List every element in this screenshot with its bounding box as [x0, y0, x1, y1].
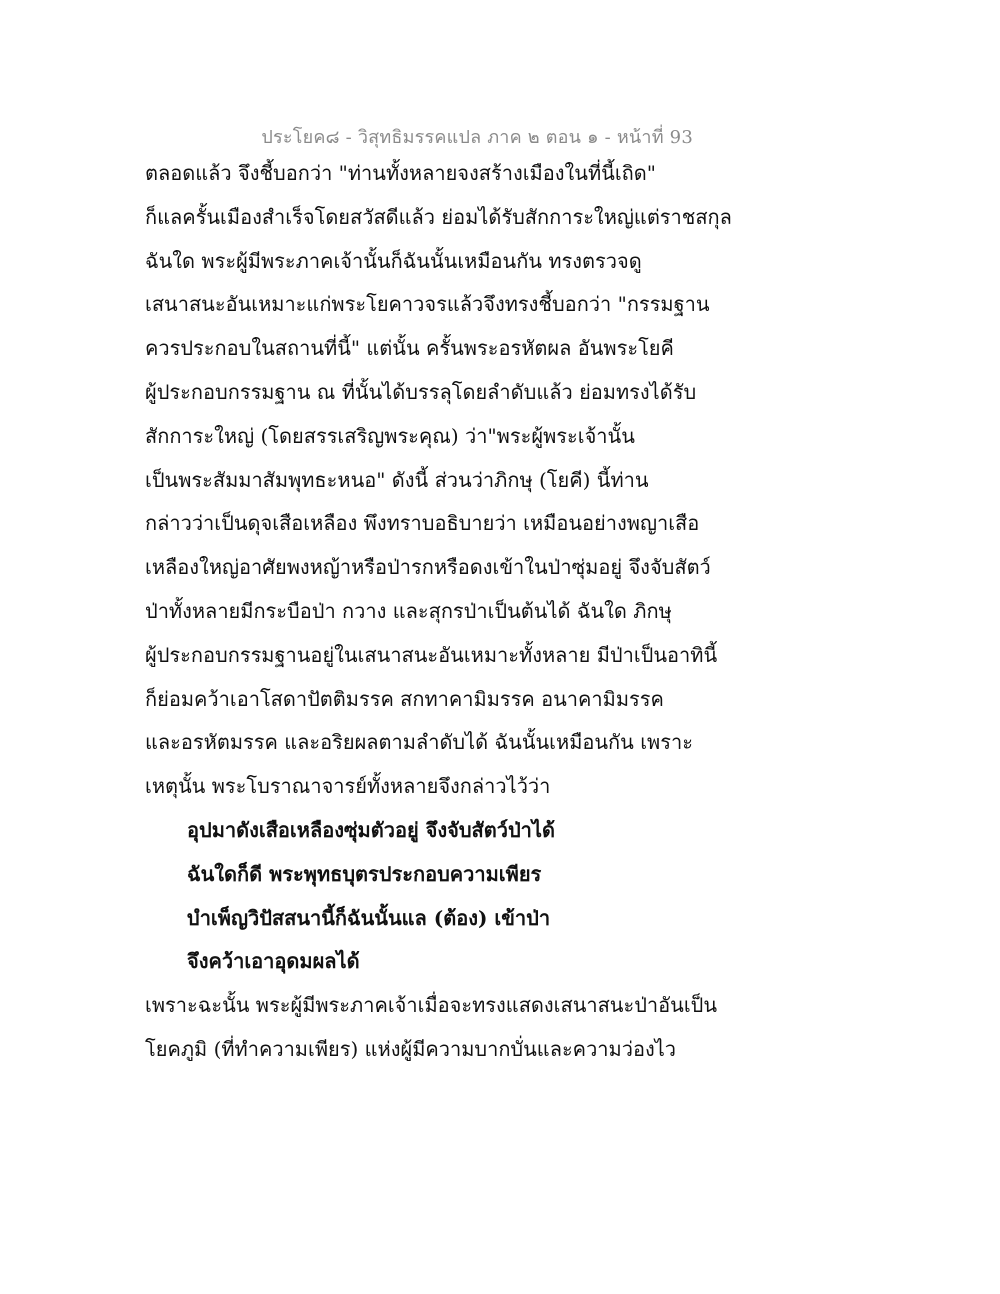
- text-line: เหลืองใหญ่อาศัยพงหญ้าหรือป่ารกหรือดงเข้าในป่าซุ่มอยู่ จึงจับสัตว์: [145, 555, 711, 580]
- text-line: ควรประกอบในสถานที่นี้" แต่นั้น ครั้นพระอรหัตผล อันพระโยคี: [145, 336, 674, 361]
- verse-block: [145, 809, 845, 984]
- text-line: เสนาสนะอันเหมาะแก่พระโยคาวจรแล้วจึงทรงชี้บอกว่า "กรรมฐาน: [145, 292, 710, 317]
- running-header: ประโยค๘ - วิสุทธิมรรคแปล ภาค ๒ ตอน ๑ - หน้าที่ 93: [261, 127, 693, 148]
- text-line: และอรหัตมรรค และอริยผลตามลำดับได้ ฉันนั้นเหมือนกัน เพราะ: [145, 730, 693, 755]
- text-line: เป็นพระสัมมาสัมพุทธะหนอ" ดังนี้ ส่วนว่าภิกษุ (โยคี) นี้ท่าน: [145, 467, 649, 492]
- paragraph-2: [145, 984, 845, 1072]
- body-text: [145, 152, 845, 1072]
- text-line: โยคภูมิ (ที่ทำความเพียร) แห่งผู้มีความบากบั่นและความว่องไว: [145, 1036, 677, 1061]
- text-line: ป่าทั้งหลายมีกระบือป่า กวาง และสุกรป่าเป็นต้นได้ ฉันใด ภิกษุ: [145, 598, 672, 623]
- verse-line: อุปมาดังเสือเหลืองซุ่มตัวอยู่ จึงจับสัตว์ป่าได้: [187, 817, 555, 842]
- verse-line: บำเพ็ญวิปัสสนานี้ก็ฉันนั้นแล (ต้อง) เข้าป่า: [187, 905, 551, 930]
- text-line: ผู้ประกอบกรรมฐานอยู่ในเสนาสนะอันเหมาะทั้งหลาย มีป่าเป็นอาทินี้: [145, 642, 718, 667]
- verse-line: ฉันใดก็ดี พระพุทธบุตรประกอบความเพียร: [187, 861, 542, 886]
- text-line: เหตุนั้น พระโบราณาจารย์ทั้งหลายจึงกล่าวไว้ว่า: [145, 774, 551, 799]
- text-line: กล่าวว่าเป็นดุจเสือเหลือง พึงทราบอธิบายว่า เหมือนอย่างพญาเสือ: [145, 511, 700, 536]
- verse-line: จึงคว้าเอาอุดมผลได้: [187, 949, 360, 974]
- text-line: ฉันใด พระผู้มีพระภาคเจ้านั้นก็ฉันนั้นเหมือนกัน ทรงตรวจดู: [145, 248, 642, 273]
- text-line: เพราะฉะนั้น พระผู้มีพระภาคเจ้าเมื่อจะทรงแสดงเสนาสนะป่าอันเป็น: [145, 993, 718, 1018]
- text-line: ตลอดแล้ว จึงชี้บอกว่า "ท่านทั้งหลายจงสร้างเมืองในที่นี้เถิด": [145, 161, 656, 185]
- text-line: ผู้ประกอบกรรมฐาน ณ ที่นั้นได้บรรลุโดยลำดับแล้ว ย่อมทรงได้รับ: [145, 379, 697, 404]
- paragraph-1: [145, 152, 845, 809]
- text-line: ก็แลครั้นเมืองสำเร็จโดยสวัสดีแล้ว ย่อมได้รับสักการะใหญ่แต่ราชสกุล: [145, 204, 732, 229]
- text-line: สักการะใหญ่ (โดยสรรเสริญพระคุณ) ว่า"พระผู้พระเจ้านั้น: [145, 423, 635, 448]
- text-line: ก็ย่อมคว้าเอาโสดาปัตติมรรค สกทาคามิมรรค อนาคามิมรรค: [145, 686, 664, 711]
